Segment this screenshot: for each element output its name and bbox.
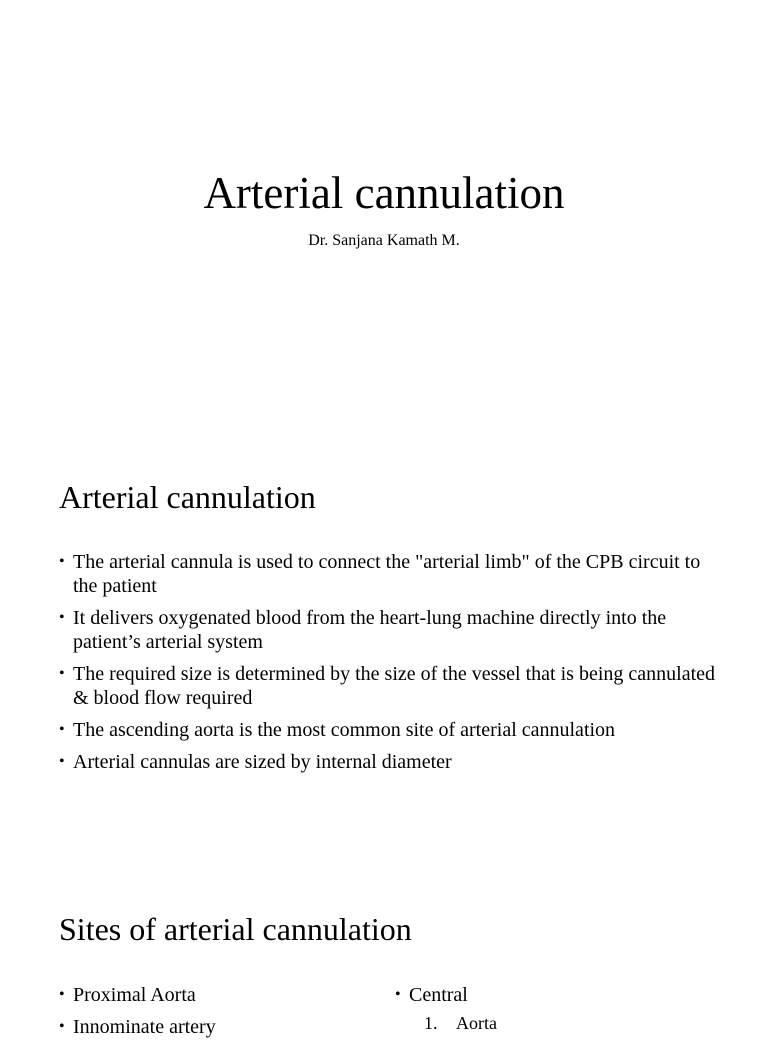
slide-arterial-cannulation bbox=[0, 432, 768, 864]
bullet-icon: • bbox=[395, 986, 401, 1003]
bullet-icon: • bbox=[59, 753, 65, 770]
slide-heading: Sites of arterial cannulation bbox=[59, 911, 412, 947]
bullet-list-right bbox=[395, 983, 715, 1015]
bullet-icon: • bbox=[59, 665, 65, 682]
bullet-icon: • bbox=[59, 553, 65, 570]
presenter-name: Dr. Sanjana Kamath M. bbox=[308, 232, 460, 249]
bullet-text: Arterial cannulas are sized by internal diameter bbox=[73, 751, 452, 773]
item-number: 1. bbox=[424, 1013, 438, 1033]
presentation-title: Arterial cannulation bbox=[203, 168, 565, 218]
bullet-list-left bbox=[59, 983, 359, 1047]
slide-title bbox=[0, 0, 768, 432]
bullet-text: The required size is determined by the size of the vessel that is being cannulated & blood flow required bbox=[73, 663, 716, 709]
list-item bbox=[59, 718, 719, 742]
bullet-icon: • bbox=[59, 1018, 65, 1035]
item-text: Aorta bbox=[456, 1013, 497, 1033]
bullet-icon: • bbox=[59, 986, 65, 1003]
numbered-sub-list bbox=[424, 1012, 497, 1034]
list-item bbox=[424, 1012, 497, 1034]
bullet-text: Central bbox=[409, 984, 468, 1006]
bullet-text: Proximal Aorta bbox=[73, 984, 196, 1006]
bullet-icon: • bbox=[59, 721, 65, 738]
list-item bbox=[59, 750, 719, 774]
bullet-text: It delivers oxygenated blood from the heart-lung machine directly into the patient’s arterial system bbox=[73, 607, 667, 653]
list-item bbox=[395, 983, 715, 1007]
bullet-text: The ascending aorta is the most common site of arterial cannulation bbox=[73, 719, 616, 741]
list-item bbox=[59, 1015, 359, 1039]
bullet-text: Innominate artery bbox=[73, 1016, 216, 1038]
bullet-icon: • bbox=[59, 609, 65, 626]
bullet-text: The arterial cannula is used to connect the "arterial limb" of the CPB circuit to the patient bbox=[73, 551, 701, 597]
slide-heading: Arterial cannulation bbox=[59, 479, 316, 515]
slide-sites bbox=[0, 864, 768, 1038]
list-item bbox=[59, 983, 359, 1007]
list-item bbox=[59, 550, 719, 598]
list-item bbox=[59, 606, 719, 654]
list-item bbox=[59, 662, 719, 710]
bullet-list bbox=[59, 550, 719, 782]
